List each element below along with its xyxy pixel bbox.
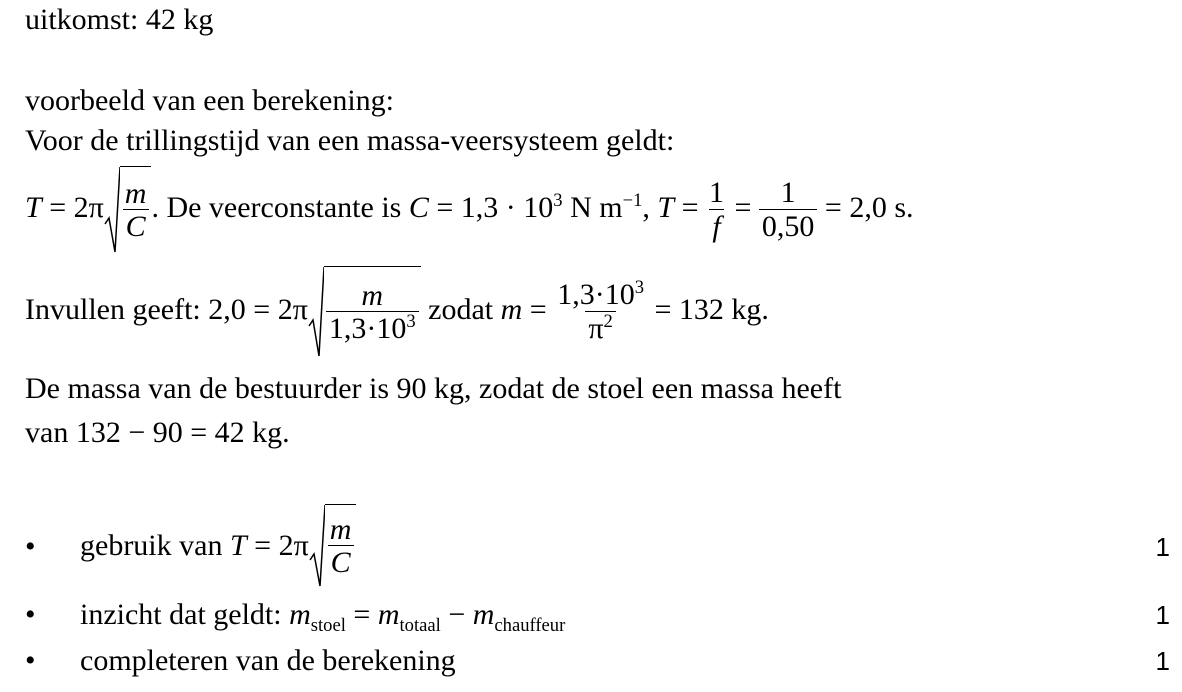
bullet-2: • [25, 598, 36, 631]
invullen-line [25, 266, 769, 358]
sqrt-m-over-1.3e3 [308, 266, 421, 358]
score-2: 1 [1155, 600, 1170, 630]
m-result: = 132 kg. [647, 292, 769, 326]
equals-3: = [522, 292, 555, 326]
radical-sign-2 [308, 266, 324, 358]
C-unit: N m [562, 190, 623, 224]
numerator-1b: 1 [780, 176, 796, 210]
symbol-C: C [408, 190, 429, 224]
C-unit-exponent: −1 [622, 189, 643, 211]
fraction-1.3e3-over-pi2 [554, 279, 647, 345]
criterion-1 [80, 504, 356, 588]
sub-totaal: totaal [399, 614, 441, 636]
invullen-label: Invullen geeft: [25, 292, 209, 326]
den-base: 1,3·10 [328, 312, 407, 346]
fraction-m-over-1.3e3 [326, 280, 419, 346]
denominator-f: f [709, 209, 723, 243]
conclusion-line-2: van 132 − 90 = 42 kg. [25, 416, 290, 449]
m-totaal: m [377, 598, 400, 631]
criterion-1-fraction [327, 514, 355, 580]
criterion-2 [80, 598, 566, 636]
criterion-1-eq: = 2π [246, 529, 309, 562]
criterion-3: completeren van de berekening [80, 644, 456, 677]
symbol-T: T [25, 190, 42, 224]
denominator-1.3e3 [326, 311, 419, 345]
den-exp: 3 [406, 311, 416, 333]
conclusion-line-1: De massa van de bestuurder is 90 kg, zodat de stoel een massa heeft [25, 372, 842, 405]
example-heading: voorbeeld van een berekening: [25, 84, 395, 117]
intro-text: Voor de trillingstijd van een massa-veersysteem geldt: [25, 124, 675, 157]
fraction-1-over-f [706, 177, 727, 243]
denominator-pi2 [585, 311, 615, 345]
result-line: uitkomst: 42 kg [25, 3, 214, 36]
criterion-2-text: inzicht dat geldt: [80, 598, 290, 631]
criterion-1-sqrt [309, 504, 357, 588]
criterion-2-eq: = [345, 598, 378, 631]
radical-sign [104, 166, 120, 254]
denominator-C: C [123, 209, 149, 243]
num-exp: 3 [634, 277, 645, 299]
C-exponent: 3 [553, 189, 563, 211]
fraction-m-over-C [122, 178, 150, 244]
numerator-1: 1 [708, 176, 724, 210]
criterion-1-C: C [328, 545, 354, 579]
C-value: = 1,3 · 10 [428, 190, 554, 224]
criterion-1-T: T [229, 529, 247, 562]
invullen-lhs: 2,0 = 2π [208, 292, 308, 326]
zodat-text: zodat [420, 292, 501, 326]
m-chauffeur: m [472, 598, 495, 631]
numerator-m2: m [361, 278, 384, 312]
eq-2pi: = 2π [49, 190, 104, 224]
pi-symbol: π [588, 311, 604, 345]
criterion-2-minus: − [440, 598, 473, 631]
m-stoel: m [289, 598, 311, 631]
symbol-m: m [500, 292, 523, 326]
pi-exp: 2 [603, 310, 613, 332]
bullet-1: • [25, 530, 36, 563]
numerator-m: m [124, 176, 147, 210]
criterion-1-m: m [329, 512, 352, 546]
numerator-1.3e3 [554, 279, 647, 311]
score-3: 1 [1155, 646, 1170, 676]
equals-2: = [726, 190, 759, 224]
veerconstante-text: . De veerconstante is [151, 190, 409, 224]
fraction-1-over-050 [759, 177, 818, 243]
sub-stoel: stoel [310, 614, 346, 636]
criterion-1-text: gebruik van [80, 529, 230, 562]
denominator-050: 0,50 [759, 209, 818, 243]
score-1: 1 [1155, 532, 1170, 562]
bullet-3: • [25, 644, 36, 677]
comma: , [642, 190, 658, 224]
symbol-T2: T [657, 190, 675, 224]
num-base: 1,3·10 [557, 278, 635, 312]
T-result: = 2,0 s. [817, 190, 914, 224]
formula-line [25, 166, 914, 254]
radical-sign-3 [309, 504, 325, 588]
sub-chauffeur: chauffeur [494, 614, 566, 636]
equals-1: = [674, 190, 706, 224]
sqrt-m-over-C [104, 166, 152, 254]
